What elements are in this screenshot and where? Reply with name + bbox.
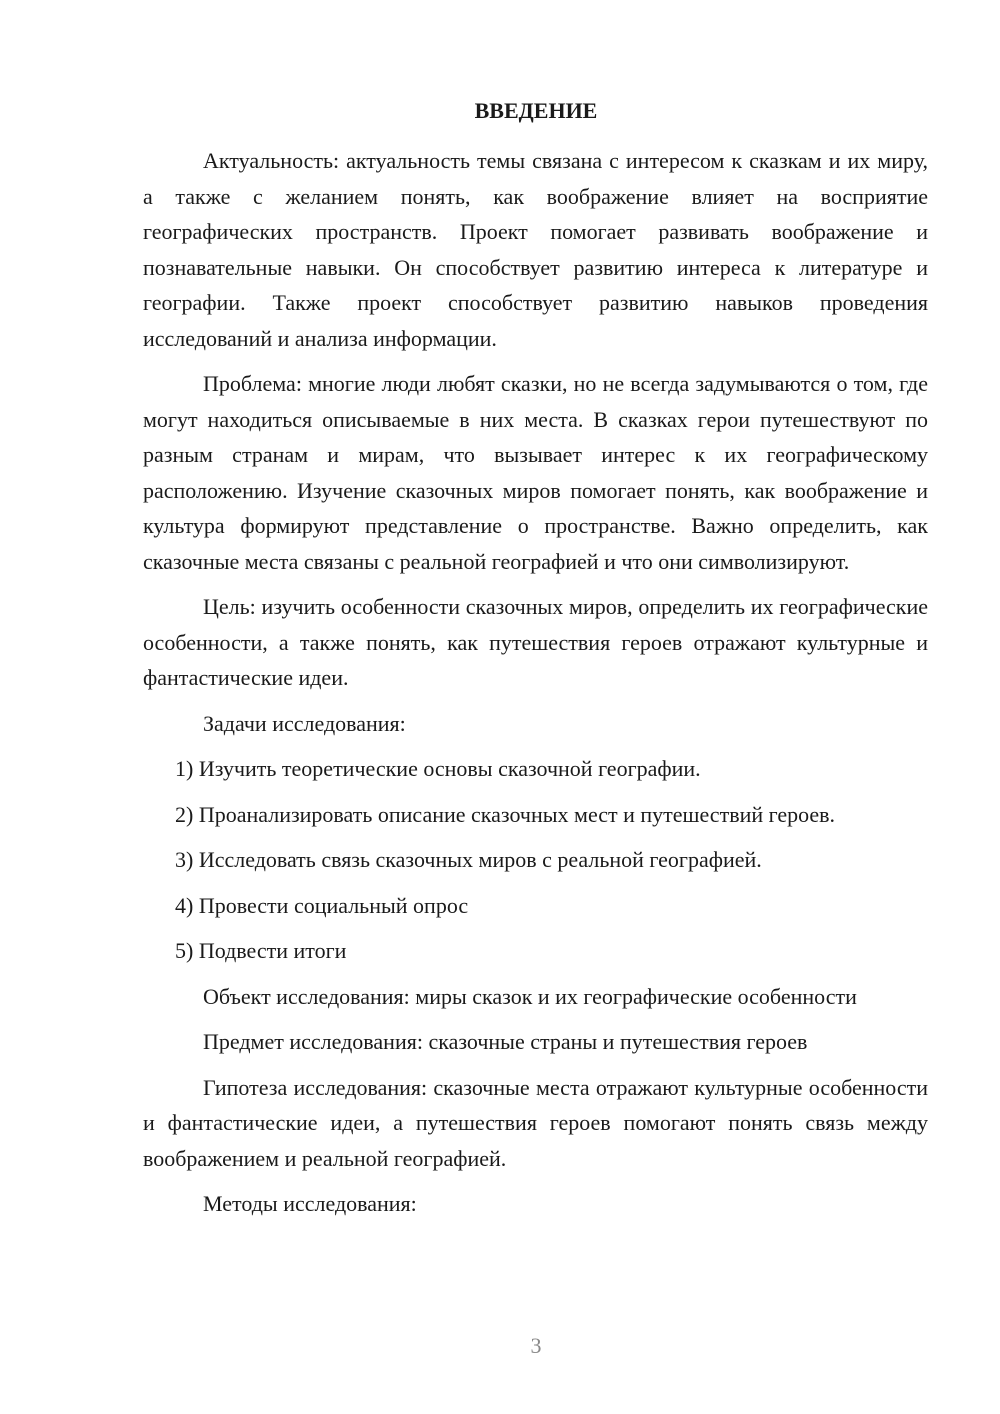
list-item: 3) Исследовать связь сказочных миров с реальной географией. bbox=[175, 847, 762, 872]
list-item: 5) Подвести итоги bbox=[175, 938, 347, 963]
list-item: 4) Провести социальный опрос bbox=[175, 892, 469, 918]
list-item: 1) Изучить теоретические основы сказочной географии. bbox=[175, 756, 701, 781]
tasks-list bbox=[143, 751, 928, 969]
body-text bbox=[143, 143, 928, 1232]
paragraph-hypothesis: Гипотеза исследования: сказочные места отражают культурные особенности и фантастические идеи, а путешествия героев помогают понять связь между воображением и реальной географией. bbox=[143, 1074, 928, 1171]
paragraph-problem: Проблема: многие люди любят сказки, но не всегда задумываются о том, где могут находиться описываемые в них места. В сказках герои путешествуют по разным странам и мирам, что вызывает интерес к их географическому расположению. Изучение сказочных миров помогает понять, как воображение и культура формируют представление о пространстве. Важно определить, как сказочные места связаны с реальной географией и что они символизируют. bbox=[143, 371, 928, 574]
list-item: 2) Проанализировать описание сказочных мест и путешествий героев. bbox=[175, 801, 836, 827]
paragraph-object: Объект исследования: миры сказок и их географические особенности bbox=[203, 983, 857, 1009]
paragraph-goal: Цель: изучить особенности сказочных миров, определить их географические особенности, а также понять, как путешествия героев отражают культурные и фантастические идеи. bbox=[143, 594, 928, 690]
page-number: 3 bbox=[530, 1333, 542, 1358]
paragraph-subject: Предмет исследования: сказочные страны и путешествия героев bbox=[203, 1029, 808, 1054]
paragraph-relevance: Актуальность: актуальность темы связана с интересом к сказкам и их миру, а также с желанием понять, как воображение влияет на восприятие географических пространств. Проект помогает развивать воображение и познавательные навыки. Он способствует развитию интереса к литературе и географии. Также проект способствует развитию навыков проведения исследований и анализа информации. bbox=[143, 148, 928, 351]
tasks-heading: Задачи исследования: bbox=[203, 710, 406, 736]
page-title: ВВЕДЕНИЕ bbox=[474, 98, 598, 123]
methods-heading: Методы исследования: bbox=[203, 1191, 417, 1216]
